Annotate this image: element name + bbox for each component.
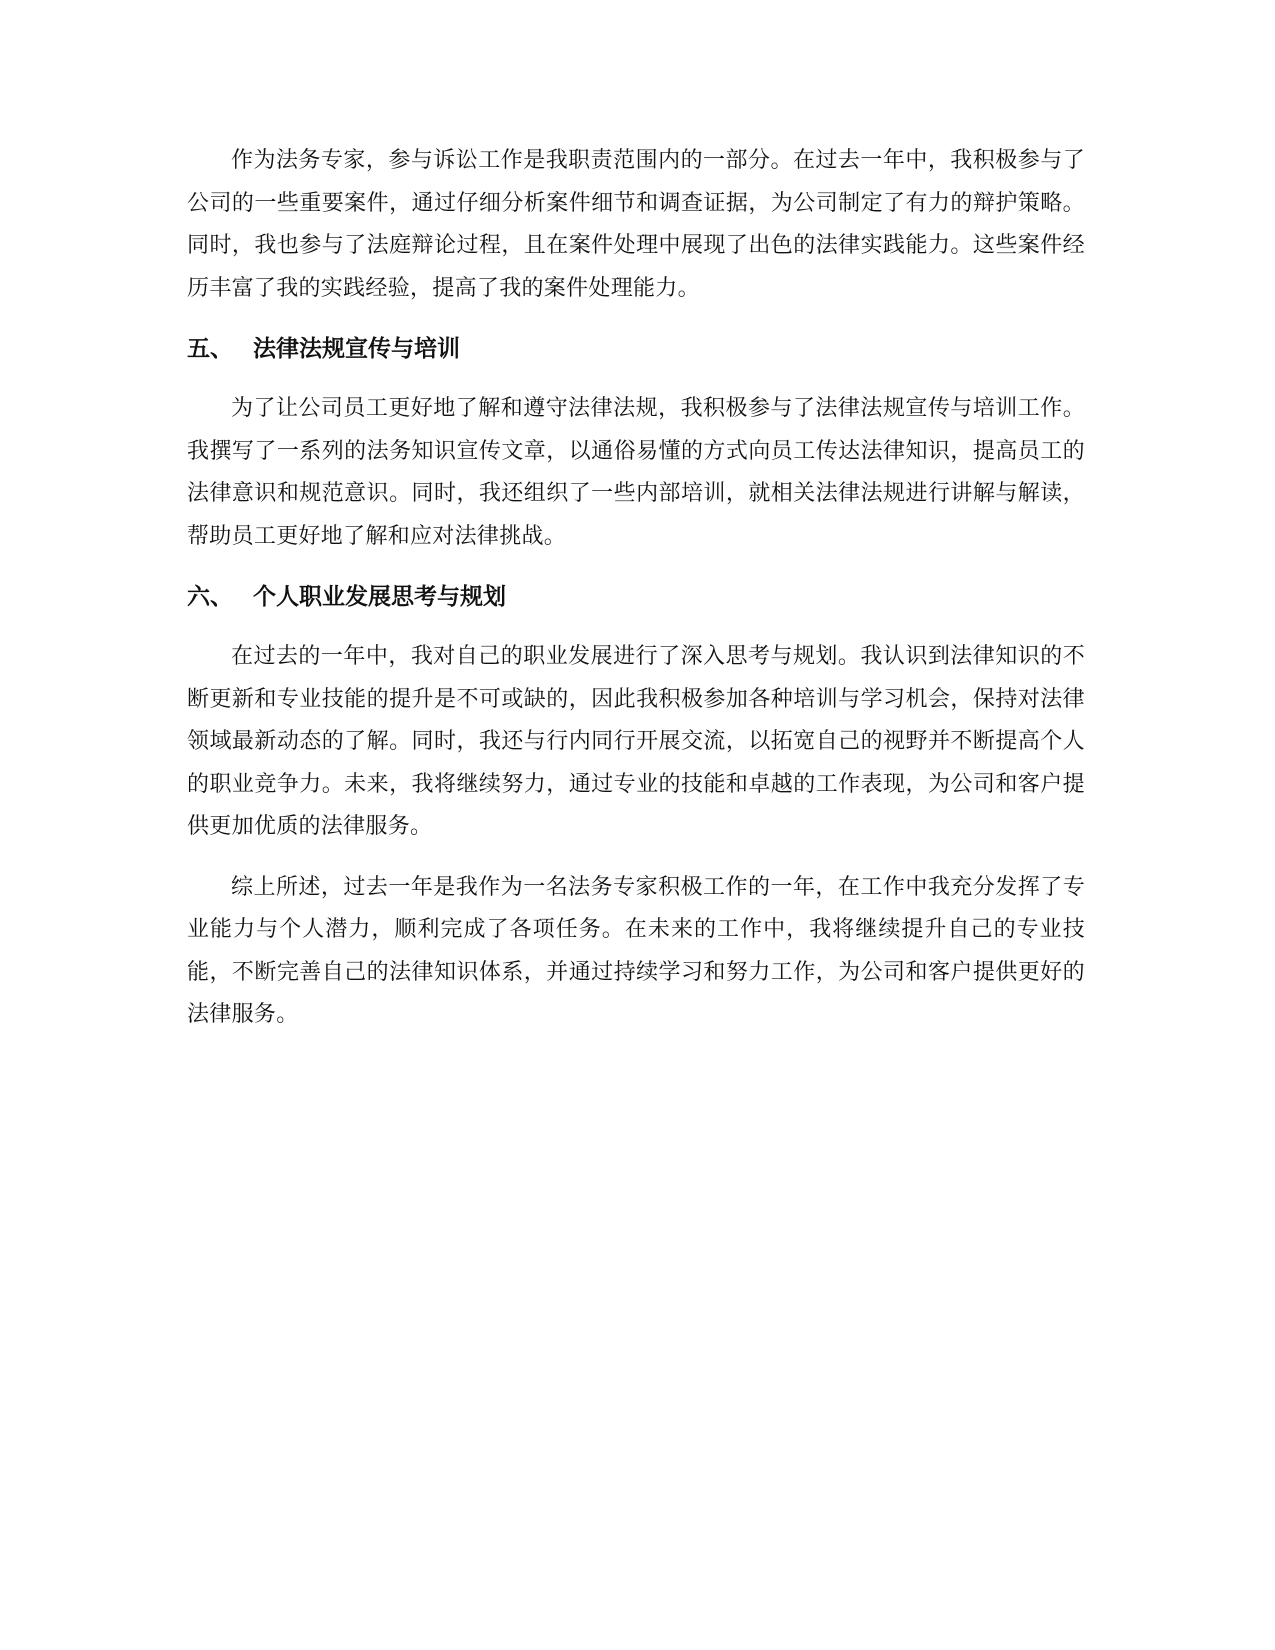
section-heading-5 [187,328,1085,370]
paragraph-summary: 综上所述，过去一年是我作为一名法务专家积极工作的一年，在工作中我充分发挥了专业能力与个人潜力，顺利完成了各项任务。在未来的工作中，我将继续提升自己的专业技能，不断完善自己的法律知识体系，并通过持续学习和努力工作，为公司和客户提供更好的法律服务。 [187,874,1085,1027]
paragraph-training: 为了让公司员工更好地了解和遵守法律法规，我积极参与了法律法规宣传与培训工作。我撰写了一系列的法务知识宣传文章，以通俗易懂的方式向员工传达法律知识，提高员工的法律意识和规范意识。同时，我还组织了一些内部培训，就相关法律法规进行讲解与解读，帮助员工更好地了解和应对法律挑战。 [187,396,1085,549]
section-heading-6 [187,576,1085,618]
section-title: 个人职业发展思考与规划 [253,584,506,610]
document-body [187,140,1085,1037]
section-number: 五、 [187,336,233,362]
paragraph-career-planning: 在过去的一年中，我对自己的职业发展进行了深入思考与规划。我认识到法律知识的不断更新和专业技能的提升是不可或缺的，因此我积极参加各种培训与学习机会，保持对法律领域最新动态的了解。同时，我还与行内同行开展交流，以拓宽自己的视野并不断提高个人的职业竞争力。未来，我将继续努力，通过专业的技能和卓越的工作表现，为公司和客户提供更加优质的法律服务。 [187,644,1085,839]
section-number: 六、 [187,584,233,610]
paragraph-litigation: 作为法务专家，参与诉讼工作是我职责范围内的一部分。在过去一年中，我积极参与了公司的一些重要案件，通过仔细分析案件细节和调查证据，为公司制定了有力的辩护策略。同时，我也参与了法庭辩论过程，且在案件处理中展现了出色的法律实践能力。这些案件经历丰富了我的实践经验，提高了我的案件处理能力。 [187,148,1085,301]
section-title: 法律法规宣传与培训 [253,336,460,362]
